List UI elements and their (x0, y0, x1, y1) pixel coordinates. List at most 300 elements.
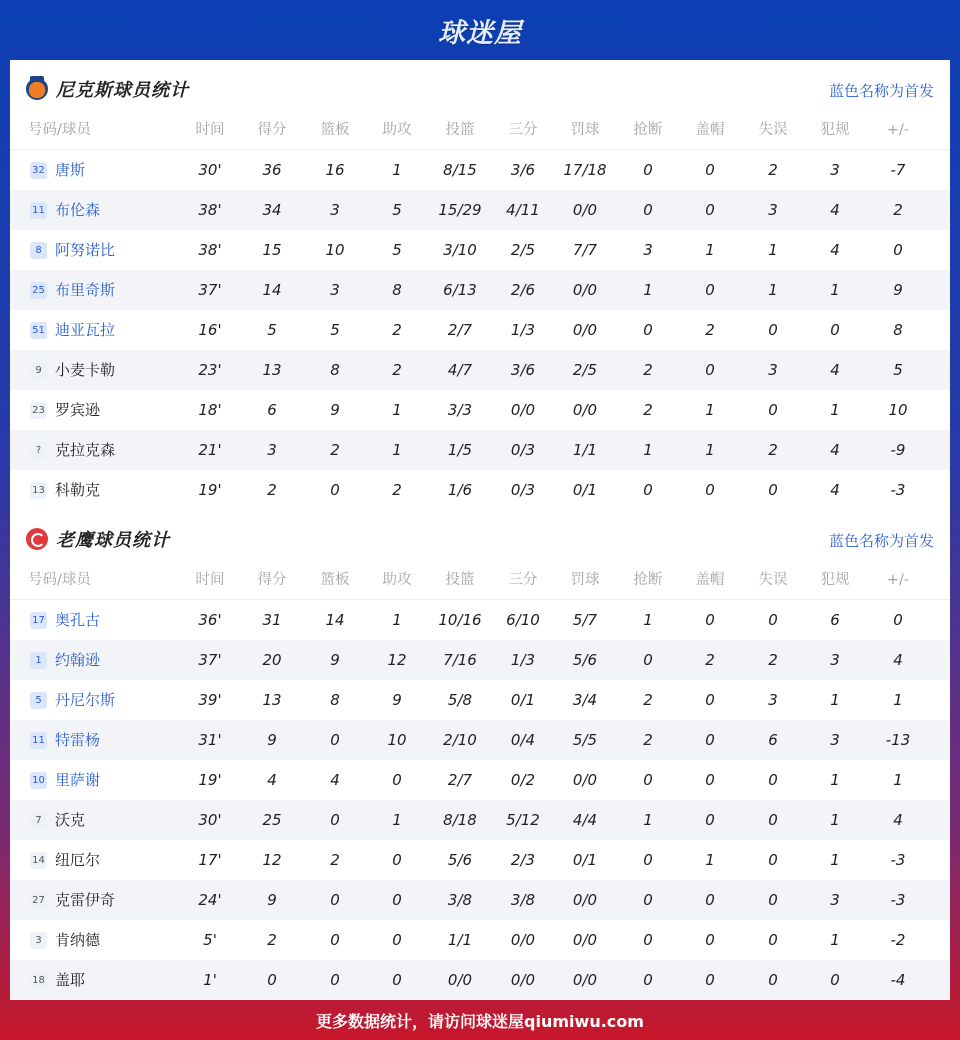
column-header: 罚球 (570, 122, 600, 138)
jersey-number-badge: 1 (30, 652, 47, 669)
stat-cell: 1 (830, 811, 840, 829)
stat-cell: 2 (768, 651, 778, 669)
stat-cell: 0/0 (447, 971, 473, 989)
column-header: 助攻 (382, 572, 412, 588)
stat-cell: 3 (643, 241, 653, 259)
stat-cell: 0 (705, 891, 715, 909)
stat-cell: 0 (893, 611, 903, 629)
stat-cell: 9 (392, 691, 402, 709)
stat-cell: 0/2 (510, 771, 536, 789)
jersey-number-badge: 8 (30, 242, 47, 259)
stat-cell: 4 (830, 201, 840, 219)
jersey-number-badge: 13 (30, 482, 47, 499)
column-header: 犯规 (820, 122, 850, 138)
stat-cell: 2 (330, 851, 340, 869)
stat-cell: -3 (890, 851, 906, 869)
stat-cell: 0/0 (572, 971, 598, 989)
stat-cell: 1 (830, 691, 840, 709)
stat-cell: 8 (330, 361, 340, 379)
stat-cell: 3 (830, 161, 840, 179)
jersey-number-badge: 9 (30, 362, 47, 379)
column-header: 投篮 (445, 122, 475, 138)
stat-cell: 13 (262, 361, 282, 379)
column-header: 犯规 (820, 572, 850, 588)
stat-cell: 0 (392, 851, 402, 869)
stat-cell: 0 (768, 611, 778, 629)
stat-cell: 2 (643, 401, 653, 419)
table-row[interactable] (10, 760, 950, 800)
jersey-number-badge: 10 (30, 772, 47, 789)
stat-cell: 1 (392, 611, 402, 629)
stat-cell: 3/3 (447, 401, 473, 419)
stat-cell: 4 (830, 361, 840, 379)
stat-cell: 0 (643, 651, 653, 669)
table-row[interactable] (10, 350, 950, 390)
stat-cell: 1 (392, 401, 402, 419)
stat-cell: 2/7 (447, 771, 473, 789)
stat-cell: 24' (198, 891, 222, 909)
stat-cell: 12 (387, 651, 407, 669)
stat-cell: 0 (705, 481, 715, 499)
table-row[interactable] (10, 390, 950, 430)
stat-cell: 5 (392, 201, 402, 219)
stat-cell: 1 (392, 161, 402, 179)
stat-cell: 0 (830, 321, 840, 339)
stat-cell: 14 (262, 281, 282, 299)
stat-cell: 0 (643, 891, 653, 909)
stat-cell: 17' (198, 851, 222, 869)
jersey-number-badge: 3 (30, 932, 47, 949)
stat-cell: 3 (330, 281, 340, 299)
stat-cell: 0 (768, 811, 778, 829)
stat-cell: 0 (643, 971, 653, 989)
player-name: 肯纳德 (55, 931, 101, 949)
starter-player-name[interactable]: 奥孔古 (55, 611, 101, 629)
table-row[interactable] (10, 430, 950, 470)
stat-cell: 1/6 (447, 481, 473, 499)
stat-cell: 0/0 (572, 281, 598, 299)
stat-cell: 0 (705, 971, 715, 989)
player-name: 小麦卡勒 (55, 361, 116, 379)
stat-cell: -3 (890, 481, 906, 499)
stat-cell: 31 (262, 611, 282, 629)
stat-cell: 0/0 (510, 401, 536, 419)
stat-cell: 0 (768, 321, 778, 339)
stat-cell: 2 (768, 161, 778, 179)
stat-cell: 7/16 (443, 651, 477, 669)
column-header: 盖帽 (695, 572, 725, 588)
table-row[interactable] (10, 640, 950, 680)
stat-cell: 3 (830, 651, 840, 669)
jersey-number-badge: 27 (30, 892, 47, 909)
stat-cell: 0/1 (572, 481, 598, 499)
stat-cell: 1/5 (447, 441, 473, 459)
stat-cell: 15/29 (438, 201, 482, 219)
player-name: 盖耶 (55, 971, 86, 989)
stat-cell: 5 (267, 321, 277, 339)
table-row[interactable] (10, 310, 950, 350)
stat-cell: 1 (768, 241, 778, 259)
stat-cell: 8/15 (443, 161, 477, 179)
stat-cell: 4 (830, 441, 840, 459)
top-banner (0, 0, 960, 60)
stat-cell: 23' (198, 361, 222, 379)
stat-cell: 0 (643, 771, 653, 789)
stat-cell: 2 (893, 201, 903, 219)
starter-note: 蓝色名称为首发 (828, 82, 934, 100)
stat-cell: 1/3 (510, 321, 536, 339)
stat-cell: 2 (643, 691, 653, 709)
column-header: 失误 (758, 122, 788, 138)
stat-cell: 7/7 (572, 241, 598, 259)
stat-cell: 3 (768, 361, 778, 379)
site-logo[interactable]: 球迷屋 (438, 17, 522, 49)
stat-cell: 37' (198, 281, 222, 299)
stat-cell: 0 (768, 891, 778, 909)
jersey-number-badge: 25 (30, 282, 47, 299)
stat-cell: 0 (643, 851, 653, 869)
stat-cell: 2 (643, 731, 653, 749)
stat-cell: 2/3 (510, 851, 536, 869)
column-header: 篮板 (320, 572, 350, 588)
starter-player-name[interactable]: 特雷杨 (55, 731, 101, 749)
stat-cell: 2/5 (510, 241, 536, 259)
stat-cell: 5 (893, 361, 903, 379)
stat-cell: 0 (330, 891, 340, 909)
column-header: 号码/球员 (28, 572, 91, 588)
stat-cell: 4/7 (447, 361, 473, 379)
stat-cell: 8/18 (443, 811, 477, 829)
stat-cell: 0 (768, 771, 778, 789)
stat-cell: 4 (893, 811, 903, 829)
stat-cell: 3 (330, 201, 340, 219)
stat-cell: 3/8 (447, 891, 473, 909)
stat-cell: 36 (262, 161, 282, 179)
stat-cell: 9 (330, 401, 340, 419)
stat-cell: 2 (643, 361, 653, 379)
stat-cell: 3/10 (443, 241, 477, 259)
stat-cell: 5/6 (447, 851, 473, 869)
stat-cell: 0 (392, 971, 402, 989)
stat-cell: 0 (330, 481, 340, 499)
column-header: 罚球 (570, 572, 600, 588)
stat-cell: -3 (890, 891, 906, 909)
stat-cell: 10 (387, 731, 407, 749)
table-row[interactable] (10, 150, 950, 190)
stat-cell: 4/4 (572, 811, 598, 829)
stat-cell: 39' (198, 691, 222, 709)
jersey-number-badge: 23 (30, 402, 47, 419)
stat-cell: 5' (203, 931, 217, 949)
stat-cell: 18' (198, 401, 222, 419)
starter-player-name[interactable]: 迪亚瓦拉 (55, 321, 116, 339)
stat-cell: 0/0 (572, 201, 598, 219)
stat-cell: 5/6 (572, 651, 598, 669)
stat-cell: 2 (705, 651, 715, 669)
stat-cell: 1 (830, 401, 840, 419)
column-header: 抢断 (633, 572, 663, 588)
stat-cell: 0/0 (510, 971, 536, 989)
table-row[interactable] (10, 600, 950, 640)
table-row[interactable] (10, 960, 950, 1000)
stat-cell: 0/1 (510, 691, 536, 709)
stat-cell: -7 (890, 161, 906, 179)
stat-cell: 9 (267, 891, 277, 909)
stat-cell: 0 (705, 931, 715, 949)
player-name: 罗宾逊 (55, 401, 101, 419)
stat-cell: 2 (330, 441, 340, 459)
stat-cell: 2 (392, 361, 402, 379)
stat-cell: 4 (893, 651, 903, 669)
stat-cell: 0 (330, 811, 340, 829)
stat-cell: 6/13 (443, 281, 477, 299)
knicks-logo-icon (26, 78, 48, 100)
stat-cell: 0 (643, 321, 653, 339)
stat-cell: 19' (198, 481, 222, 499)
stat-cell: 2/5 (572, 361, 598, 379)
stat-cell: 0 (643, 201, 653, 219)
table-row[interactable] (10, 800, 950, 840)
table-header-row (10, 110, 950, 150)
stat-cell: 0 (643, 161, 653, 179)
column-header: 三分 (508, 122, 538, 138)
stat-cell: 12 (262, 851, 282, 869)
stat-cell: 0 (768, 851, 778, 869)
stat-cell: 0 (705, 771, 715, 789)
table-row[interactable] (10, 680, 950, 720)
stat-cell: 9 (267, 731, 277, 749)
stat-cell: 0 (768, 971, 778, 989)
stat-cell: 0/1 (572, 851, 598, 869)
stat-cell: 3 (768, 201, 778, 219)
jersey-number-badge: 18 (30, 972, 47, 989)
table-row[interactable] (10, 190, 950, 230)
table-row[interactable] (10, 230, 950, 270)
stat-cell: 1 (705, 851, 715, 869)
player-name: 纽厄尔 (55, 851, 101, 869)
stats-card (10, 60, 950, 1000)
stat-cell: 0/0 (510, 931, 536, 949)
stat-cell: 0 (705, 611, 715, 629)
stat-cell: 4/11 (506, 201, 540, 219)
stat-cell: 2 (392, 481, 402, 499)
stat-cell: 1' (203, 971, 217, 989)
stat-cell: 15 (262, 241, 282, 259)
stat-cell: 1/1 (572, 441, 598, 459)
stat-cell: 6/10 (506, 611, 540, 629)
stat-cell: 6 (267, 401, 277, 419)
stat-cell: 0 (392, 931, 402, 949)
stat-cell: 0 (643, 481, 653, 499)
stat-cell: 10/16 (438, 611, 482, 629)
stat-cell: 36' (198, 611, 222, 629)
player-name: 克拉克森 (55, 441, 116, 459)
stat-cell: 0 (705, 281, 715, 299)
column-header: 号码/球员 (28, 122, 91, 138)
table-row[interactable] (10, 270, 950, 310)
stat-cell: 9 (330, 651, 340, 669)
stat-cell: 0 (830, 971, 840, 989)
stat-cell: 3 (830, 731, 840, 749)
stat-cell: 31' (198, 731, 222, 749)
footer-banner[interactable] (0, 1000, 960, 1040)
team-section-hawks (10, 510, 950, 989)
team-section-knicks (10, 60, 950, 499)
stat-cell: 3/6 (510, 361, 536, 379)
column-header: 三分 (508, 572, 538, 588)
stat-cell: 1 (392, 811, 402, 829)
stat-cell: 4 (267, 771, 277, 789)
stat-cell: 0 (643, 931, 653, 949)
stat-cell: 10 (325, 241, 345, 259)
stat-cell: 2 (267, 931, 277, 949)
stat-cell: 0/0 (572, 321, 598, 339)
stat-cell: 25 (262, 811, 282, 829)
stat-cell: 0/3 (510, 441, 536, 459)
stat-cell: 0 (705, 691, 715, 709)
stat-cell: 5/7 (572, 611, 598, 629)
table-row[interactable] (10, 840, 950, 880)
stat-cell: 0 (330, 931, 340, 949)
stat-cell: 4 (830, 481, 840, 499)
table-row[interactable] (10, 880, 950, 920)
stat-cell: 6 (768, 731, 778, 749)
table-row[interactable] (10, 720, 950, 760)
stat-cell: 0 (768, 401, 778, 419)
column-header: 时间 (195, 572, 225, 588)
stat-cell: 0 (705, 731, 715, 749)
jersey-number-badge: 17 (30, 612, 47, 629)
stat-cell: 3/4 (572, 691, 598, 709)
starter-player-name[interactable]: 唐斯 (55, 161, 86, 179)
jersey-number-badge: 32 (30, 162, 47, 179)
stat-cell: 2 (705, 321, 715, 339)
stat-cell: 1 (893, 691, 903, 709)
stat-cell: 0/0 (572, 401, 598, 419)
player-name: 沃克 (55, 811, 86, 829)
footer-text[interactable]: 更多数据统计，请访问球迷屋qiumiwu.com (316, 1011, 644, 1031)
stat-cell: 0 (705, 201, 715, 219)
stat-cell: 0 (768, 931, 778, 949)
hawks-logo-icon (26, 528, 48, 550)
column-header: 篮板 (320, 122, 350, 138)
stat-cell: 0/3 (510, 481, 536, 499)
stat-cell: 0 (330, 731, 340, 749)
stat-cell: 0 (392, 771, 402, 789)
team-title: 尼克斯球员统计 (56, 80, 189, 101)
stat-cell: 2 (768, 441, 778, 459)
stat-cell: 0 (705, 161, 715, 179)
table-row[interactable] (10, 920, 950, 960)
stat-cell: 1 (643, 811, 653, 829)
stat-cell: 1 (830, 771, 840, 789)
stat-cell: 2 (392, 321, 402, 339)
stat-cell: 2/7 (447, 321, 473, 339)
stat-cell: -9 (890, 441, 906, 459)
stat-cell: 37' (198, 651, 222, 669)
team-title: 老鹰球员统计 (56, 530, 170, 551)
stat-cell: 1/3 (510, 651, 536, 669)
stat-cell: 16 (325, 161, 345, 179)
stat-cell: 0 (768, 481, 778, 499)
stat-cell: 1 (768, 281, 778, 299)
stat-cell: 5 (392, 241, 402, 259)
jersey-number-badge: ? (30, 442, 47, 459)
stat-cell: 0/0 (572, 771, 598, 789)
table-row[interactable] (10, 470, 950, 510)
stat-cell: 1 (705, 401, 715, 419)
stat-cell: 1 (705, 441, 715, 459)
jersey-number-badge: 51 (30, 322, 47, 339)
starter-player-name[interactable]: 布伦森 (55, 201, 101, 219)
stat-cell: 2/10 (443, 731, 477, 749)
stat-cell: 1/1 (447, 931, 473, 949)
stat-cell: 1 (830, 931, 840, 949)
stat-cell: 3 (267, 441, 277, 459)
stat-cell: 20 (262, 651, 282, 669)
stat-cell: 0/0 (572, 891, 598, 909)
stat-cell: 4 (830, 241, 840, 259)
column-header: 盖帽 (695, 122, 725, 138)
stat-cell: 17/18 (563, 161, 607, 179)
stat-cell: 19' (198, 771, 222, 789)
stat-cell: 1 (705, 241, 715, 259)
stat-cell: 0 (705, 811, 715, 829)
player-name: 克雷伊奇 (55, 891, 116, 909)
stat-cell: 0/4 (510, 731, 536, 749)
starter-player-name[interactable]: 里萨谢 (55, 771, 101, 789)
stat-cell: 16' (198, 321, 222, 339)
stat-cell: 5 (330, 321, 340, 339)
starter-player-name[interactable]: 阿努诺比 (55, 241, 116, 259)
stat-cell: 5/5 (572, 731, 598, 749)
stat-cell: 14 (325, 611, 345, 629)
stat-cell: 1 (643, 441, 653, 459)
stat-cell: -2 (890, 931, 906, 949)
stat-cell: -4 (890, 971, 906, 989)
stat-cell: 9 (893, 281, 903, 299)
stat-cell: 3 (768, 691, 778, 709)
stat-cell: 0 (330, 971, 340, 989)
column-header: 抢断 (633, 122, 663, 138)
stat-cell: 8 (893, 321, 903, 339)
stat-cell: 1 (643, 281, 653, 299)
column-header: 时间 (195, 122, 225, 138)
stat-cell: 3/8 (510, 891, 536, 909)
jersey-number-badge: 14 (30, 852, 47, 869)
stat-cell: 5/8 (447, 691, 473, 709)
column-header: 投篮 (445, 572, 475, 588)
stat-cell: 34 (262, 201, 282, 219)
jersey-number-badge: 11 (30, 202, 47, 219)
starter-player-name[interactable]: 丹尼尔斯 (55, 691, 116, 709)
stat-cell: 0 (267, 971, 277, 989)
stat-cell: -13 (885, 731, 911, 749)
stat-cell: 6 (830, 611, 840, 629)
stat-cell: 0 (705, 361, 715, 379)
stat-cell: 38' (198, 241, 222, 259)
starter-player-name[interactable]: 布里奇斯 (55, 281, 116, 299)
player-name: 科勒克 (55, 481, 101, 499)
stat-cell: 0/0 (572, 931, 598, 949)
column-header: 得分 (257, 122, 287, 138)
column-header: +/- (886, 572, 910, 588)
stat-cell: 2/6 (510, 281, 536, 299)
starter-player-name[interactable]: 约翰逊 (55, 651, 101, 669)
stat-cell: 21' (198, 441, 222, 459)
stat-cell: 4 (330, 771, 340, 789)
table-header-row (10, 560, 950, 600)
